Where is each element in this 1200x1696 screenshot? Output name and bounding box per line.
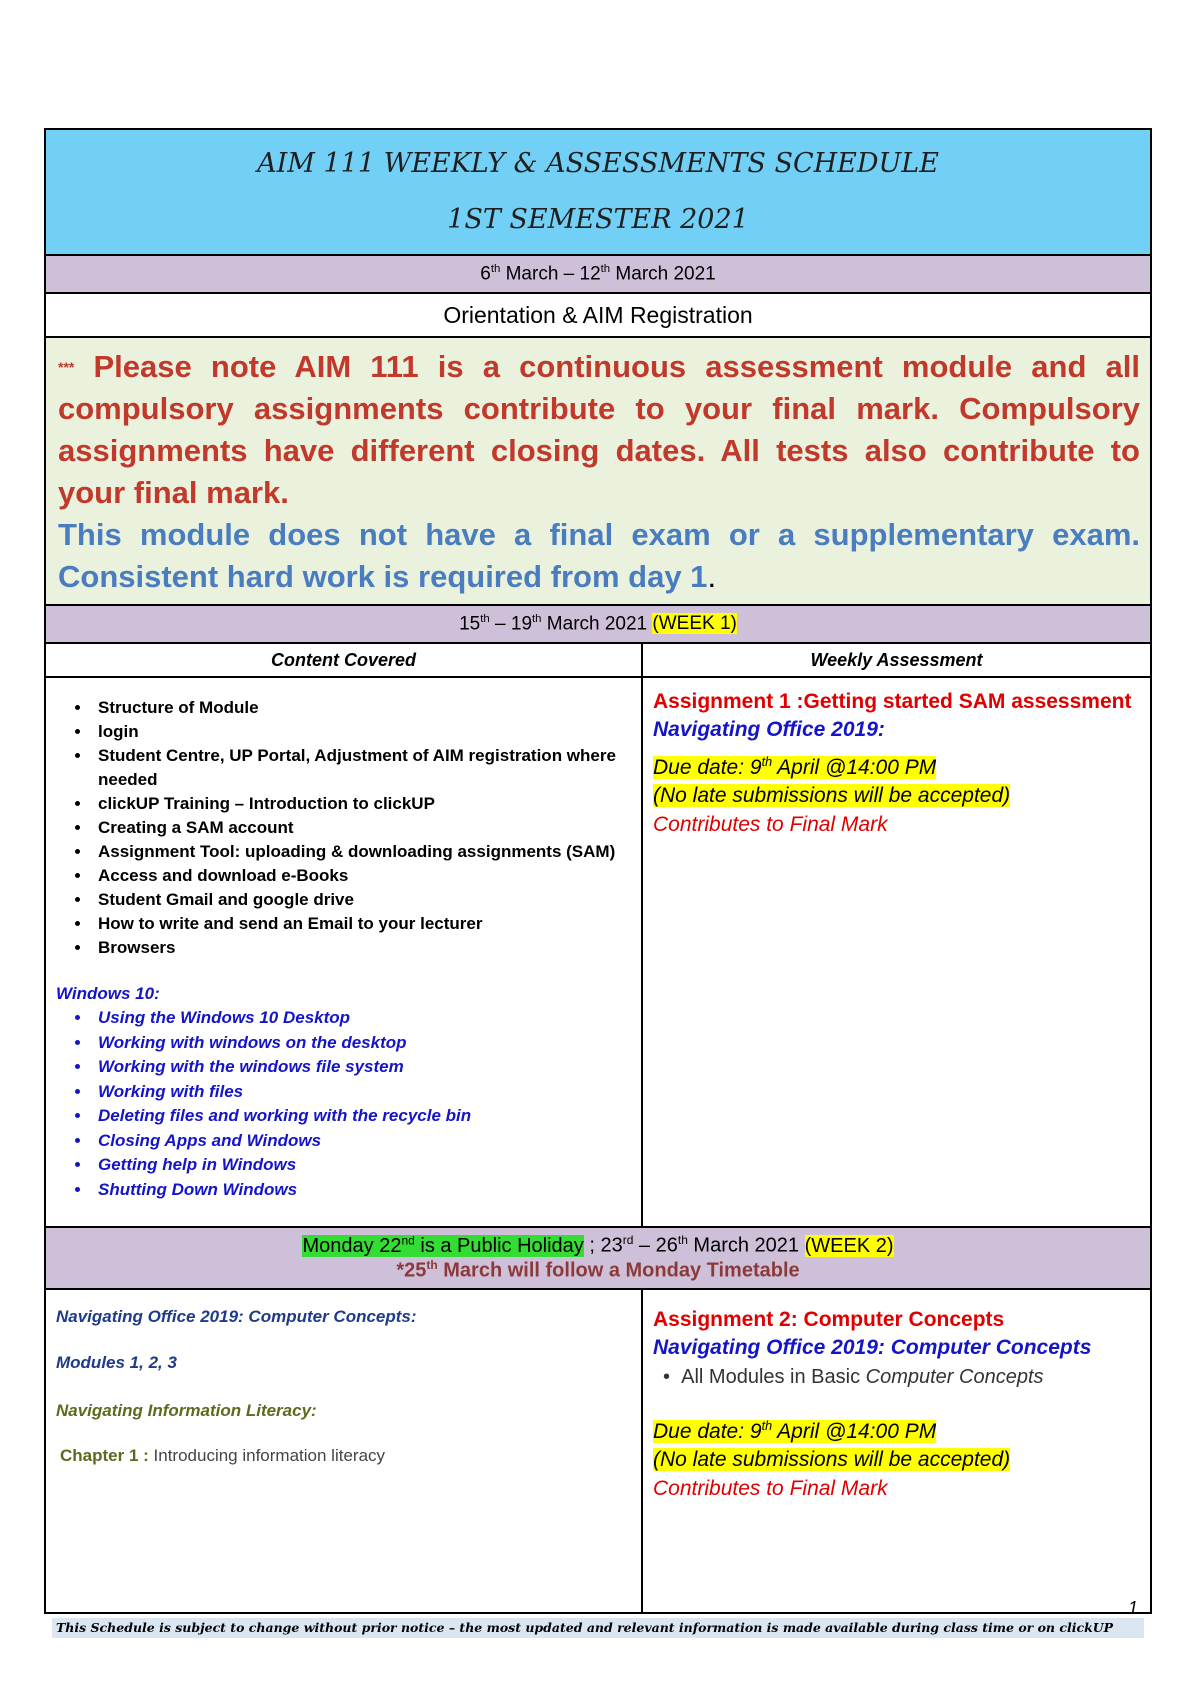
public-holiday-note [302, 1235, 583, 1257]
note-sup: th [426, 1258, 438, 1272]
due-text: April @14:00 PM [772, 1420, 937, 1443]
windows-topic-item: • Using the Windows 10 Desktop [92, 1006, 633, 1031]
topic-item: • clickUP Training – Introduction to clickUP [92, 792, 633, 816]
note-text: March will follow a Monday Timetable [437, 1259, 800, 1282]
due-text: April @14:00 PM [772, 756, 937, 779]
orientation-date-band [45, 255, 1151, 293]
notice-stars: *** [58, 359, 75, 375]
week2-content-cell [45, 1289, 642, 1613]
topic-item: • Assignment Tool: uploading & downloading assignments (SAM) [92, 840, 633, 864]
week2-modules: Modules 1, 2, 3 [56, 1353, 177, 1372]
topic-item: • Structure of Module [92, 696, 633, 720]
date-text: March 2021 [687, 1235, 805, 1257]
contributes-note: Contributes to Final Mark [653, 813, 888, 836]
footer-disclaimer: This Schedule is subject to change without prior notice – the most updated and relevant information is made available during class time or on clickUP [52, 1618, 1144, 1638]
topic-item: • Browsers [92, 936, 633, 960]
date-text: March 2021 [541, 613, 653, 635]
date-sup: rd [622, 1233, 634, 1248]
date-sup: th [600, 262, 611, 275]
holiday-sup: nd [401, 1233, 415, 1248]
notice-period: . [707, 559, 717, 594]
date-sup: th [532, 612, 542, 625]
date-text: 15 [459, 613, 481, 635]
date-sup: th [490, 262, 501, 275]
topic-item: • How to write and send an Email to your lecturer [92, 912, 633, 936]
windows-topic-item: • Working with windows on the desktop [92, 1031, 633, 1056]
topic-item: • Access and download e-Books [92, 864, 633, 888]
due-text: Due date: 9 [653, 1420, 762, 1443]
due-date [653, 1412, 1142, 1446]
date-sup: th [677, 1233, 688, 1248]
topic-item: • Creating a SAM account [92, 816, 633, 840]
chapter-text: Introducing information literacy [148, 1446, 386, 1465]
windows-topic-list [56, 1006, 633, 1202]
schedule-table [44, 128, 1152, 1614]
title-block [45, 129, 1151, 255]
chapter-label: Chapter 1 : [60, 1446, 149, 1465]
windows-topic-item: • Getting help in Windows [92, 1153, 633, 1178]
due-date [653, 748, 1142, 782]
topic-item: • login [92, 720, 633, 744]
bullet-italic: Computer Concepts [865, 1366, 1044, 1388]
assignment-1-subtitle: Navigating Office 2019: [653, 718, 885, 741]
page-number: 1 [1128, 1598, 1139, 1618]
date-text: ; 23 [583, 1235, 623, 1257]
week2-label: (WEEK 2) [804, 1235, 894, 1257]
title-line-1: AIM 111 WEEKLY & ASSESSMENTS SCHEDULE [257, 148, 939, 179]
due-sup: th [761, 1419, 773, 1433]
week1-label: (WEEK 1) [652, 613, 737, 635]
late-text: (No late submissions will be accepted) [653, 1448, 1011, 1471]
windows-title: Windows 10: [56, 984, 160, 1003]
timetable-note [46, 1258, 1150, 1283]
orientation-label: Orientation & AIM Registration [45, 293, 1151, 337]
note-text: *25 [396, 1259, 427, 1282]
assignment-1-title: Assignment 1 :Getting started SAM assessment [653, 690, 1132, 713]
late-text: (No late submissions will be accepted) [653, 784, 1011, 807]
chapter-line [56, 1446, 633, 1466]
windows-topic-item: • Working with the windows file system [92, 1055, 633, 1080]
late-note [653, 782, 1142, 810]
week1-bullet-list [56, 696, 633, 960]
topic-item: • Student Centre, UP Portal, Adjustment of AIM registration where needed [92, 744, 633, 792]
notice-blue-text: This module does not have a final exam or a supplementary exam. Consistent hard work is required from day 1 [58, 517, 1140, 594]
week2-left-title: Navigating Office 2019: Computer Concepts: [56, 1307, 417, 1326]
week1-date-band [45, 605, 1151, 643]
week2-date-band [45, 1227, 1151, 1289]
contributes-note: Contributes to Final Mark [653, 1477, 888, 1500]
weekly-assessment-header: Weekly Assessment [642, 643, 1151, 677]
windows-topic-item: • Deleting files and working with the recycle bin [92, 1104, 633, 1129]
assignment-2-bullet: • All Modules in Basic Computer Concepts [663, 1366, 1044, 1388]
assignment-2-title: Assignment 2: Computer Concepts [653, 1308, 1005, 1331]
windows-topic-item: • Shutting Down Windows [92, 1178, 633, 1203]
date-text: March – 12 [500, 263, 601, 285]
windows-topic-item: • Closing Apps and Windows [92, 1129, 633, 1154]
title-line-2: 1ST SEMESTER 2021 [447, 204, 749, 235]
week1-assessment-cell [642, 677, 1151, 1227]
date-text: 6 [480, 263, 491, 285]
topic-item: • Student Gmail and google drive [92, 888, 633, 912]
bullet-text: All Modules in Basic [681, 1366, 866, 1388]
due-sup: th [761, 755, 773, 769]
holiday-text: is a Public Holiday [414, 1235, 584, 1257]
date-text: – 19 [489, 613, 533, 635]
important-notice [45, 337, 1151, 605]
week2-assessment-cell [642, 1289, 1151, 1613]
assignment-2-subtitle: Navigating Office 2019: Computer Concepts [653, 1336, 1092, 1359]
notice-red-text: Please note AIM 111 is a continuous assessment module and all compulsory assignments contribute to your final mark. Compulsory assignments have different closing dates. All tests also contribute to your final mark. [58, 349, 1140, 510]
date-sup: th [480, 612, 490, 625]
late-note [653, 1446, 1142, 1474]
holiday-text: Monday 22 [302, 1235, 402, 1257]
date-text: – 26 [633, 1235, 678, 1257]
week1-content-cell [45, 677, 642, 1227]
content-covered-header: Content Covered [45, 643, 642, 677]
windows-topic-item: • Working with files [92, 1080, 633, 1105]
date-text: March 2021 [610, 263, 716, 285]
info-literacy-title: Navigating Information Literacy: [56, 1401, 317, 1420]
due-text: Due date: 9 [653, 756, 762, 779]
